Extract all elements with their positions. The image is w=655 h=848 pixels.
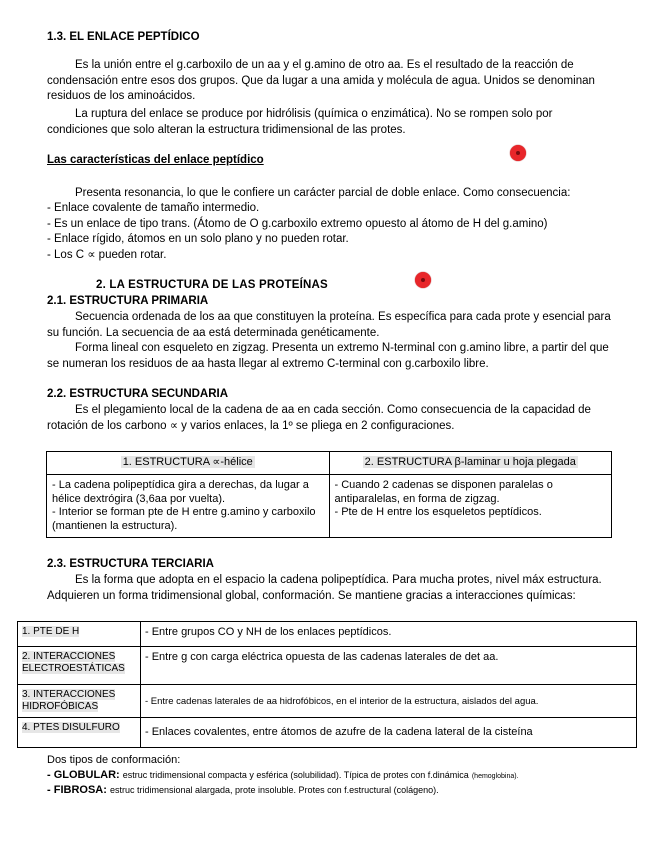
caracteristicas-title: Las características del enlace peptídico bbox=[47, 154, 264, 166]
fibrosa-label: - FIBROSA: bbox=[47, 784, 107, 796]
paragraph-resonancia: Presenta resonancia, lo que le confiere un carácter parcial de doble enlace. Como consecuencia: bbox=[75, 187, 571, 199]
heading-estructura-terciaria: 2.3. ESTRUCTURA TERCIARIA bbox=[47, 558, 214, 570]
list-item: - Es un enlace de tipo trans. (Átomo de O g.carboxilo extremo opuesto al átomo de H del g.amino) bbox=[47, 217, 548, 230]
table-row bbox=[18, 622, 637, 647]
table-row bbox=[18, 685, 637, 718]
table-cell-beta bbox=[329, 475, 612, 538]
table-cell-alpha bbox=[47, 475, 330, 538]
paragraph-primaria-2: Forma lineal con esqueleto en zigzag. Presenta un extremo N-terminal con g.amino libre, a partir del que se numeran los residuos de aa hasta llegar al extremo C-terminal con g.carboxilo libre. bbox=[47, 342, 609, 370]
heading-enlace-peptidico: 1.3. EL ENLACE PEPTÍDICO bbox=[47, 31, 200, 43]
interaction-key: 2. INTERACCIONES ELECTROESTÁTICAS bbox=[18, 647, 141, 685]
table-row bbox=[18, 647, 637, 685]
interaction-key: 4. PTES DISULFURO bbox=[18, 718, 141, 748]
caracteristicas-list bbox=[47, 201, 617, 263]
paragraph-secundaria: Es el plegamiento local de la cadena de aa en cada sección. Como consecuencia de la capacidad de rotación de los carbono ∝ y varios enlaces, la 1º se pliega en 2 configuraciones. bbox=[47, 404, 591, 432]
list-item: - Los C ∝ pueden rotar. bbox=[47, 248, 167, 261]
beta-line: - Cuando 2 cadenas se disponen paralelas o antiparalelas, en forma de zigzag. bbox=[334, 479, 553, 505]
interaction-value: - Enlaces covalentes, entre átomos de azufre de la cadena lateral de la cisteína bbox=[141, 718, 637, 748]
globular-label: - GLOBULAR: bbox=[47, 769, 120, 781]
table-row bbox=[18, 718, 637, 748]
globular-example: (hemoglobina). bbox=[471, 773, 519, 780]
interactions-table bbox=[17, 621, 637, 748]
alpha-line: - Interior se forman pte de H entre g.amino y carboxilo (mantienen la estructura). bbox=[52, 506, 316, 532]
heading-estructura-secundaria: 2.2. ESTRUCTURA SECUNDARIA bbox=[47, 388, 229, 400]
paragraph-terciaria: Es la forma que adopta en el espacio la cadena polipeptídica. Para mucha protes, nivel máx estructura. Adquieren un forma tridimensional global, conformación. Se mantiene gracias a interacciones químicas: bbox=[47, 574, 602, 602]
globular-text: estruc tridimensional compacta y esférica (solubilidad). Típica de protes con f.dinámica bbox=[122, 770, 469, 780]
paragraph-primaria-1: Secuencia ordenada de los aa que constituyen la proteína. Es específica para cada prote y esencial para su función. La secuencia de aa está determinada genéticamente. bbox=[47, 311, 611, 339]
interaction-value: - Entre g con carga eléctrica opuesta de las cadenas laterales de det aa. bbox=[141, 647, 637, 685]
red-marker-1 bbox=[510, 145, 526, 161]
interaction-value: - Entre cadenas laterales de aa hidrofóbicos, en el interior de la estructura, aislados del agua. bbox=[141, 685, 637, 718]
paragraph-definition: Es la unión entre el g.carboxilo de un aa y el g.amino de otro aa. Es el resultado de la reacción de condensación entre esos dos grupos. Que da lugar a una amida y molécula de agua. Unidos se denominan residuos de los aminoácidos. bbox=[47, 59, 595, 102]
table-header-beta: 2. ESTRUCTURA β-laminar u hoja plegada bbox=[329, 452, 612, 475]
heading-estructura-proteinas: 2. LA ESTRUCTURA DE LAS PROTEÍNAS bbox=[96, 279, 328, 291]
alpha-line: - La cadena polipeptídica gira a derechas, da lugar a hélice dextrógira (3,6aa por vuelta). bbox=[52, 479, 309, 505]
beta-line: - Pte de H entre los esqueletos peptídicos. bbox=[334, 506, 542, 518]
fibrosa-line bbox=[47, 783, 439, 799]
list-item: - Enlace covalente de tamaño intermedio. bbox=[47, 202, 260, 214]
table-header-alpha: 1. ESTRUCTURA ∝-hélice bbox=[47, 452, 330, 475]
secondary-structure-table bbox=[46, 451, 612, 538]
red-marker-2 bbox=[415, 272, 431, 288]
fibrosa-text: estruc tridimensional alargada, prote insoluble. Protes con f.estructural (colágeno). bbox=[109, 785, 439, 795]
heading-estructura-primaria: 2.1. ESTRUCTURA PRIMARIA bbox=[47, 295, 209, 307]
list-item: - Enlace rígido, átomos en un solo plano y no pueden rotar. bbox=[47, 233, 349, 245]
conformation-types-intro: Dos tipos de conformación: bbox=[47, 754, 181, 766]
interaction-value: - Entre grupos CO y NH de los enlaces peptídicos. bbox=[141, 622, 637, 647]
paragraph-ruptura: La ruptura del enlace se produce por hidrólisis (química o enzimática). No se rompen solo por condiciones que solo alteran la estructura tridimensional de las protes. bbox=[47, 108, 553, 136]
interaction-key: 1. PTE DE H bbox=[18, 622, 141, 647]
interaction-key: 3. INTERACCIONES HIDROFÓBICAS bbox=[18, 685, 141, 718]
